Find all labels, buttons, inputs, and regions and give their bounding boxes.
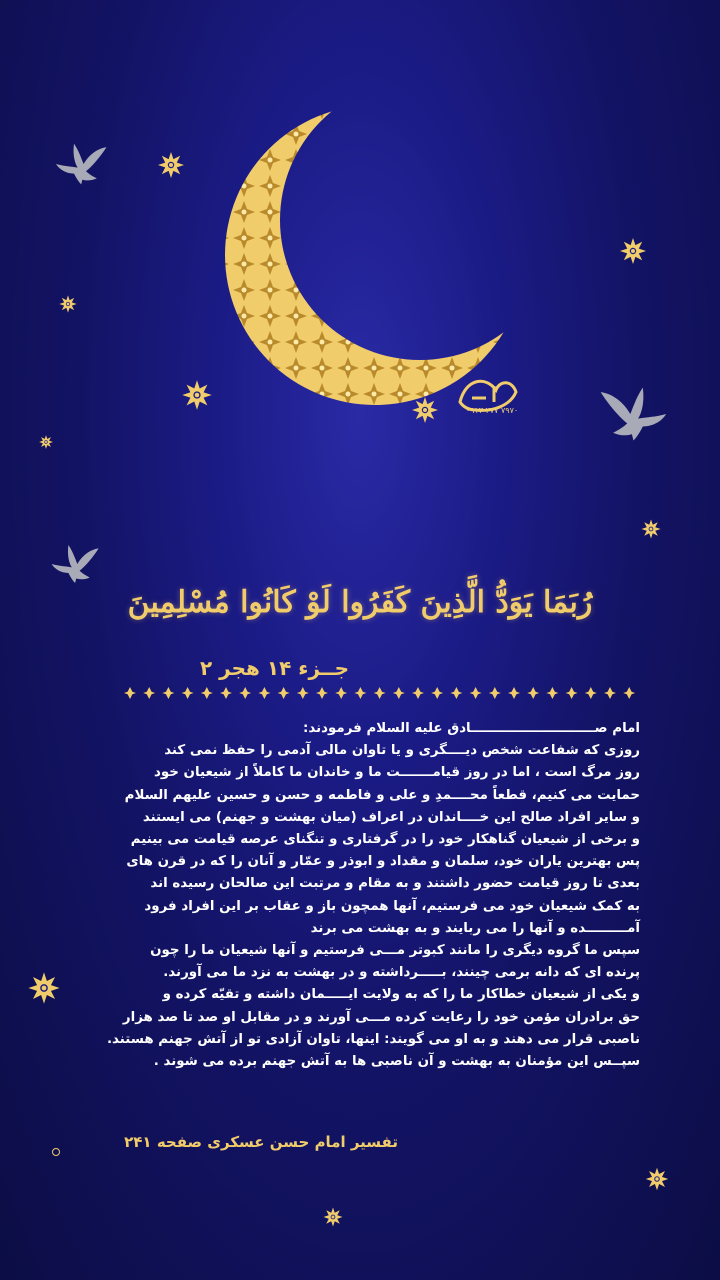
flower-ornament-icon [38,434,54,450]
diamond-ornament-icon [431,687,443,699]
dot-ornament [52,1148,60,1156]
flower-ornament-icon [644,1166,670,1192]
diamond-ornament-icon [143,687,155,699]
diamond-ornament-icon [335,687,347,699]
diamond-ornament-icon [354,687,366,699]
diamond-ornament-icon [124,687,136,699]
hadith-line: حمایت می کنیم، قطعاً محــــمدِ و علی و فاطمه و حسن و حسین علیهم السلام [124,787,640,803]
hadith-line: و سایر افراد صالح این خــــاندان در اعراف (میان بهشت و جهنم) می ایستند [142,809,640,825]
diamond-ornament-icon [220,687,232,699]
diamond-ornament-icon [623,687,635,699]
diamond-ornament-icon [201,687,213,699]
logo-phone: ۰۹۱۳ ۲۷۷ ۷۹۷۰ [465,406,519,415]
hadith-line: و یکی از شیعیان خطاکار ما را که به ولایت ایـــــمان داشته و تقیّه کرده و [162,987,640,1003]
diamond-ornament-icon [508,687,520,699]
diamond-ornament-icon [239,687,251,699]
hadith-line: روز مرگ است ، اما در روز قیامـــــــت ما و خاندان ما کاملاً از شیعیان خود [153,765,640,781]
diamond-ornament-icon [374,687,386,699]
flower-ornament-icon [410,395,440,425]
flower-ornament-icon [26,970,62,1006]
dove-icon [46,140,114,188]
hadith-line: حق برادران مؤمن خود را رعایت کرده مـــی آورند و در مقابل او صد تا صد هزار [122,1009,640,1025]
diamond-ornament-icon [489,687,501,699]
dove-icon [46,540,102,588]
hadith-line: به کمک شیعیان خود می فرستیم، آنها همچون باز و عقاب بر این افراد فرود [144,898,640,914]
hadith-line: و برخی از شیعیان گناهکار خود را در گرفتاری و تنگنای عرصه قیامت می بینیم [130,832,640,848]
diamond-ornament-icon [162,687,174,699]
hadith-line: بعدی تا روز قیامت حضور داشتند و به مقام و مرتبت این صالحان رسیده اند [150,876,640,892]
hadith-line: پس بهترین یاران خود، سلمان و مقداد و ابوذر و عمّار و آنان را که در قرن های [126,854,640,870]
flower-ornament-icon [618,236,648,266]
juz-reference: جــزء ۱۴ هجر ۲ [200,656,350,680]
flower-ornament-icon [322,1206,344,1228]
hadith-line: سپــس این مؤمنان به بهشت و آن ناصبی ها به آتش جهنم برده می شوند . [153,1054,640,1070]
diamond-ornament-icon [604,687,616,699]
diamond-ornament-icon [278,687,290,699]
flower-ornament-icon [640,518,662,540]
diamond-ornament-icon [527,687,539,699]
diamond-ornament-icon [470,687,482,699]
diamond-ornament-icon [546,687,558,699]
diamond-ornament-icon [566,687,578,699]
flower-ornament-icon [58,294,78,314]
source-reference: تفسیر امام حسن عسکری صفحه ۲۴۱ [124,1133,398,1151]
hadith-line: امام صـــــــــــــــــــــــــــادق علیه السلام فرمودند: [303,721,640,736]
flower-ornament-icon [180,378,214,412]
quran-verse-title: رُبَمَا یَوَدُّ الَّذِینَ کَفَرُوا لَوْ کَانُوا مُسْلِمِینَ [127,585,593,620]
diamond-ornament-icon [182,687,194,699]
dove-icon [596,368,674,460]
diamond-ornament-icon [450,687,462,699]
hadith-line: سپس ما گروه دیگری را مانند کبوتر مـــی فرستیم و آنها شیعیان ما را چون [150,943,640,959]
diamond-ornament-icon [412,687,424,699]
hadith-line: آمـــــــــده و آنها را می ربایند و به بهشت می برند [310,920,640,936]
hadith-line: روزی که شفاعت شخص دیــــگری و یا تاوان مالی آدمی را حفظ نمی کند [164,743,640,759]
diamond-ornament-icon [585,687,597,699]
hadith-line: ناصبی قرار می دهند و به او می گویند: اینها، تاوان آزادی تو از آتش جهنم هستند. [106,1031,640,1047]
hadith-body [80,718,640,1073]
diamond-ornament-icon [258,687,270,699]
diamond-ornament-icon [316,687,328,699]
hadith-line: پرنده ای که دانه برمی چینند، بـــــرداشته و در بهشت به نزد ما می آورند. [163,965,640,981]
diamond-ornament-icon [297,687,309,699]
flower-ornament-icon [156,150,186,180]
diamond-ornament-icon [393,687,405,699]
diamond-ornament-row [120,683,640,703]
